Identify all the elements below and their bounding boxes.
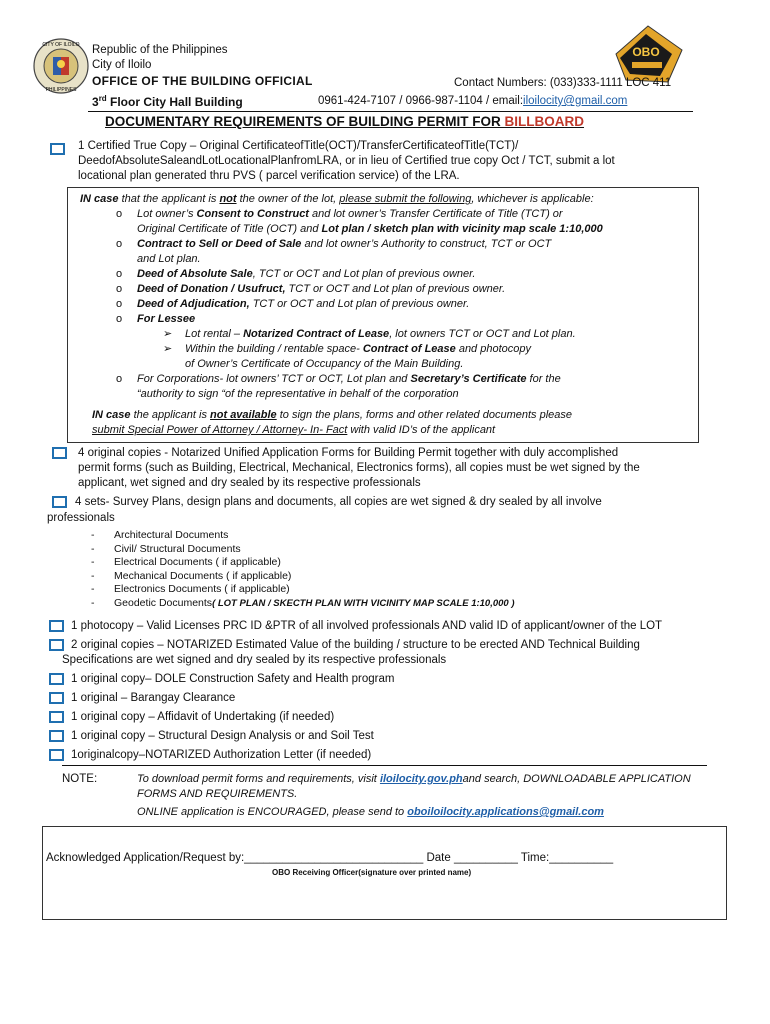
header-contact-mobile: 0961-424-7107 / 0966-987-1104 / email:iloilocity@gmail.com bbox=[318, 95, 628, 107]
header-email-link[interactable]: iloilocity@gmail.com bbox=[523, 95, 628, 107]
page-title: DOCUMENTARY REQUIREMENTS OF BUILDING PERMIT FOR BILLBOARD bbox=[105, 114, 585, 129]
bullet-o: o bbox=[116, 313, 123, 325]
req1-text: 1 Certified True Copy – Original CertificateofTitle(OCT)/TransferCertificateofTitle(TCT)/ DeedofAbsoluteSaleandLotLocationalPlanfromLRA, or in lieu of Certified true copy Oct / TCT, submit a lot locational plan generated thru PVS ( parcel verification service) of the LRA. bbox=[78, 140, 615, 182]
checkbox-req4[interactable] bbox=[49, 620, 64, 632]
list-item: Geodetic Documents( LOT PLAN / SKECTH PLAN WITH VICINITY MAP SCALE 1:10,000 ) bbox=[114, 597, 515, 609]
incase-option-lessee: For Lessee bbox=[137, 313, 196, 325]
list-dash: - bbox=[91, 570, 95, 582]
checkbox-req9[interactable] bbox=[49, 730, 64, 742]
bullet-o: o bbox=[116, 238, 123, 250]
checkbox-req3[interactable] bbox=[52, 496, 67, 508]
incase-option-consent: Lot owner’s Consent to Construct and lot owner’s Transfer Certificate of Title (TCT) or Original Certificate of Title (OCT) and Lot plan / sketch plan with vicinity map scale 1:10,000 bbox=[137, 208, 603, 235]
checkbox-req7[interactable] bbox=[49, 692, 64, 704]
logo-text: OBO bbox=[632, 45, 660, 59]
checkbox-req5[interactable] bbox=[49, 639, 64, 651]
req9-text: 1 original copy – Structural Design Analysis or and Soil Test bbox=[71, 730, 374, 742]
header-floor: 3rd Floor City Hall Building bbox=[92, 94, 243, 109]
note-download: To download permit forms and requirements, visit iloilocity.gov.phand search, DOWNLOADABLE APPLICATION FORMS AND REQUIREMENTS. bbox=[137, 773, 691, 800]
list-item: Electrical Documents ( if applicable) bbox=[114, 556, 281, 568]
incase-option-corporation: For Corporations- lot owners’ TCT or OCT, Lot plan and Secretary’s Certificate for the “authority to sign “of the representative in behalf of the corporation bbox=[137, 373, 561, 400]
checkbox-req10[interactable] bbox=[49, 749, 64, 761]
req2-text: 4 original copies - Notarized Unified Application Forms for Building Permit together with duly accomplished permit forms (such as Building, Electrical, Mechanical, Electronics forms), all copies must be wet signed by the applicant, wet signed and dry sealed by its respective professionals bbox=[78, 447, 640, 489]
lessee-lot-rental: Lot rental – Notarized Contract of Lease, lot owners TCT or OCT and Lot plan. bbox=[185, 328, 576, 340]
req3-text-cont: professionals bbox=[47, 512, 115, 524]
checkbox-req6[interactable] bbox=[49, 673, 64, 685]
incase-intro: IN case that the applicant is not the owner of the lot, please submit the following, whichever is applicable: bbox=[80, 193, 594, 205]
header-contact-numbers: Contact Numbers: (033)333-1111 LOC 411 bbox=[454, 77, 672, 89]
note-label: NOTE: bbox=[62, 773, 98, 785]
req5-text-cont: Specifications are wet signed and dry sealed by its respective professionals bbox=[62, 654, 447, 666]
list-dash: - bbox=[91, 597, 95, 609]
checkbox-req1[interactable] bbox=[50, 143, 65, 155]
list-dash: - bbox=[91, 583, 95, 595]
bullet-o: o bbox=[116, 208, 123, 220]
city-seal bbox=[33, 38, 89, 94]
list-item: Mechanical Documents ( if applicable) bbox=[114, 570, 292, 582]
bullet-o: o bbox=[116, 298, 123, 310]
list-dash: - bbox=[91, 543, 95, 555]
incase-option-donation: Deed of Donation / Usufruct, TCT or OCT and Lot plan of previous owner. bbox=[137, 283, 506, 295]
website-link[interactable]: iloilocity.gov.ph bbox=[379, 773, 463, 785]
bullet-o: o bbox=[116, 283, 123, 295]
req10-text: 1originalcopy–NOTARIZED Authorization Letter (if needed) bbox=[71, 749, 372, 761]
list-dash: - bbox=[91, 556, 95, 568]
receiving-officer-label: OBO Receiving Officer(signature over printed name) bbox=[272, 868, 472, 877]
list-item: Architectural Documents bbox=[114, 529, 229, 541]
incase-option-adjudication: Deed of Adjudication, TCT or OCT and Lot plan of previous owner. bbox=[137, 298, 470, 310]
seal-text-bottom: PHILIPPINES bbox=[45, 87, 77, 93]
header-office: OFFICE OF THE BUILDING OFFICIAL bbox=[92, 74, 313, 88]
list-item: Civil/ Structural Documents bbox=[114, 543, 241, 555]
req6-text: 1 original copy– DOLE Construction Safety and Health program bbox=[71, 673, 395, 685]
header-republic: Republic of the Philippines bbox=[92, 44, 228, 56]
header-city: City of Iloilo bbox=[92, 59, 152, 71]
list-dash: - bbox=[91, 529, 95, 541]
list-item: Electronics Documents ( if applicable) bbox=[114, 583, 290, 595]
email-application-link[interactable]: oboiloilocity.applications@gmail.com bbox=[407, 806, 604, 818]
req3-text: 4 sets- Survey Plans, design plans and documents, all copies are wet signed & dry sealed by all involve bbox=[75, 496, 602, 508]
arrow-bullet-icon: ➢ bbox=[163, 328, 173, 340]
lessee-building-space: Within the building / rentable space- Contract of Lease and photocopy of Owner’s Certificate of Occupancy of the Main Building. bbox=[185, 343, 531, 370]
acknowledged-by-line: Acknowledged Application/Request by:____________________________ Date __________ Time:__________ bbox=[46, 852, 614, 864]
incase-option-contract: Contract to Sell or Deed of Sale and lot owner’s Authority to construct, TCT or OCT and Lot plan. bbox=[137, 238, 552, 265]
req5-text: 2 original copies – NOTARIZED Estimated Value of the building / structure to be erected AND Technical Building bbox=[71, 639, 640, 651]
arrow-bullet-icon: ➢ bbox=[163, 343, 173, 355]
incase-option-absolute-sale: Deed of Absolute Sale, TCT or OCT and Lot plan of previous owner. bbox=[137, 268, 476, 280]
checkbox-req8[interactable] bbox=[49, 711, 64, 723]
note-divider bbox=[62, 765, 707, 766]
incase-not-available: IN case the applicant is not available to sign the plans, forms and other related documents please submit Special Power of Attorney / Attorney- In- Fact with valid ID’s of the applicant bbox=[92, 409, 573, 436]
req7-text: 1 original – Barangay Clearance bbox=[71, 692, 236, 704]
req4-text: 1 photocopy – Valid Licenses PRC ID &PTR of all involved professionals AND valid ID of applicant/owner of the LOT bbox=[71, 620, 663, 632]
bullet-o: o bbox=[116, 268, 123, 280]
header-divider bbox=[88, 111, 693, 112]
bullet-o: o bbox=[116, 373, 123, 385]
req8-text: 1 original copy – Affidavit of Undertaking (if needed) bbox=[71, 711, 335, 723]
seal-text: CITY OF ILOILO bbox=[42, 42, 80, 48]
note-online: ONLINE application is ENCOURAGED, please send to oboiloilocity.applications@gmail.com bbox=[137, 806, 604, 818]
checkbox-req2[interactable] bbox=[52, 447, 67, 459]
